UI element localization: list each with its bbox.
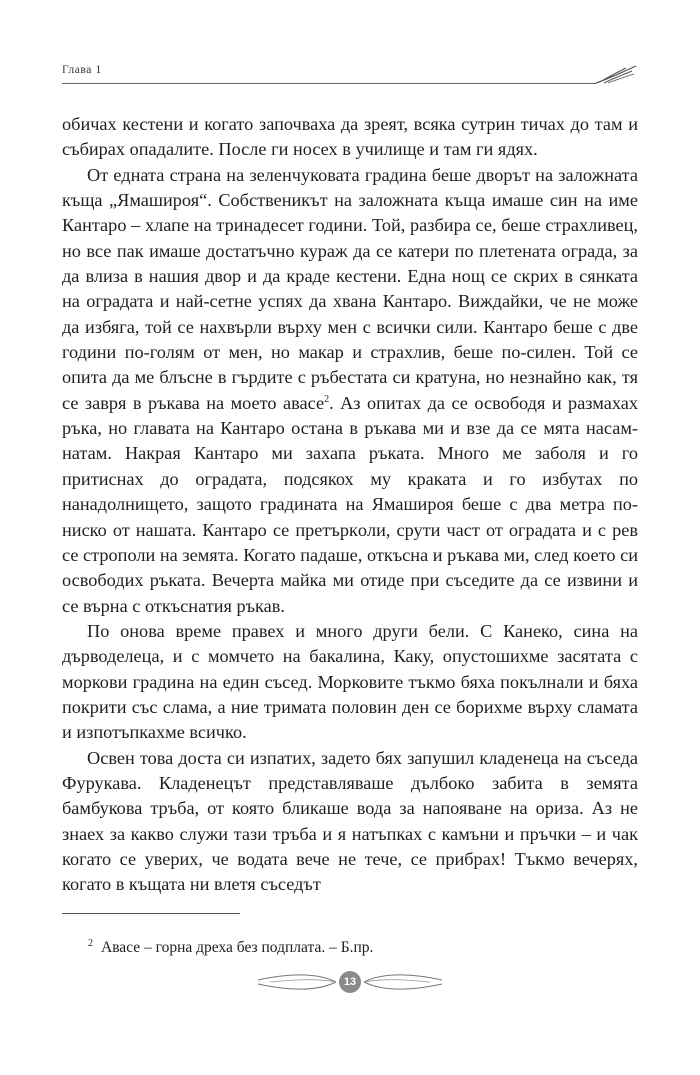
footnote-number: 2 bbox=[88, 938, 93, 949]
feather-ornament-icon bbox=[594, 65, 638, 85]
footnote-marker: 2 bbox=[324, 393, 330, 405]
header-rule bbox=[62, 83, 596, 84]
page-number-ornament bbox=[250, 960, 450, 1004]
footnote-rule bbox=[62, 913, 240, 914]
paragraph bbox=[62, 163, 638, 619]
running-header bbox=[62, 63, 638, 89]
footnote bbox=[88, 934, 628, 958]
paragraph: По онова време правех и много други бели. С Канеко, сина на дърводелеца, и с момчето на бакалина, Каку, опустошихме засятата с моркови градина на един съсед. Морковите тъкмо бяха покълнали и бяха покрити със слама, а ние тримата половин ден се борихме върху сламата и изпотъпкахме всичко. bbox=[62, 620, 638, 743]
body-text bbox=[62, 112, 638, 898]
page-number: 13 bbox=[339, 971, 361, 993]
paragraph-text: . Аз опитах да се освободя и размахах ръка, но главата на Кантаро остана в ръкава ми и взе да се мята насам-натам. Накрая Кантаро ми захапа ръката. Много ме заболя и го притиснах до оградата, подсякох му краката и го избутах по нанадолнището, защото градината на Ямашироя беше с два метра по-ниско от нашата. Кантаро се претъркoли, срути част от оградата и с рев се строполи на земята. Когато падаше, откъсна и ръкава ми, след което си освободих ръката. Вечерта майка ми отиде при съседите да се извини и се върна с откъснатия ръкав. bbox=[62, 392, 638, 616]
paragraph: обичах кестени и когато започваха да зреят, всяка сутрин тичах до там и събирах опадалите. После ги носех в училище и там ги ядях. bbox=[62, 114, 638, 160]
chapter-title: Глава 1 bbox=[62, 64, 102, 76]
footnote-text: Авасе – горна дреха без подплата. – Б.пр. bbox=[101, 939, 374, 957]
paragraph-text: От едната страна на зеленчуковата градина беше дворът на заложната къща „Ямашироя“. Собственикът на заложната къща имаше син на име Кантаро – хлапе на тринадесет години. Той, разбира се, беше страхливец, но все пак имаше достатъчно кураж да се катери по плетената ограда, за да влиза в нашия двор и да краде кестени. Една нощ се скрих в сянката на оградата и най-сетне успях да хвана Кантаро. Виждайки, че не може да избяга, той се нахвърли върху мен с всички сили. Кантаро беше с две години по-голям от мен, но макар и страхлив, беше по-силен. Той се опита да ме блъсне в гърдите с ръбестата си кратуна, но незнайно как, тя се завря в ръкава на моето авасе bbox=[62, 164, 638, 413]
paragraph: Освен това доста си изпатих, задето бях запушил кладенеца на съседа Фурукава. Кладенецът представляваше дълбоко забита в земята бамбукова тръба, от която бликаше вода за напояване на ориза. Аз не знаех за какво служи тази тръба и я натъпках с камъни и пръчки – и чак когато се уверих, че водата вече не тече, се прибрах! Тъкмо вечерях, когато в къщата ни влетя съседът bbox=[62, 747, 638, 895]
